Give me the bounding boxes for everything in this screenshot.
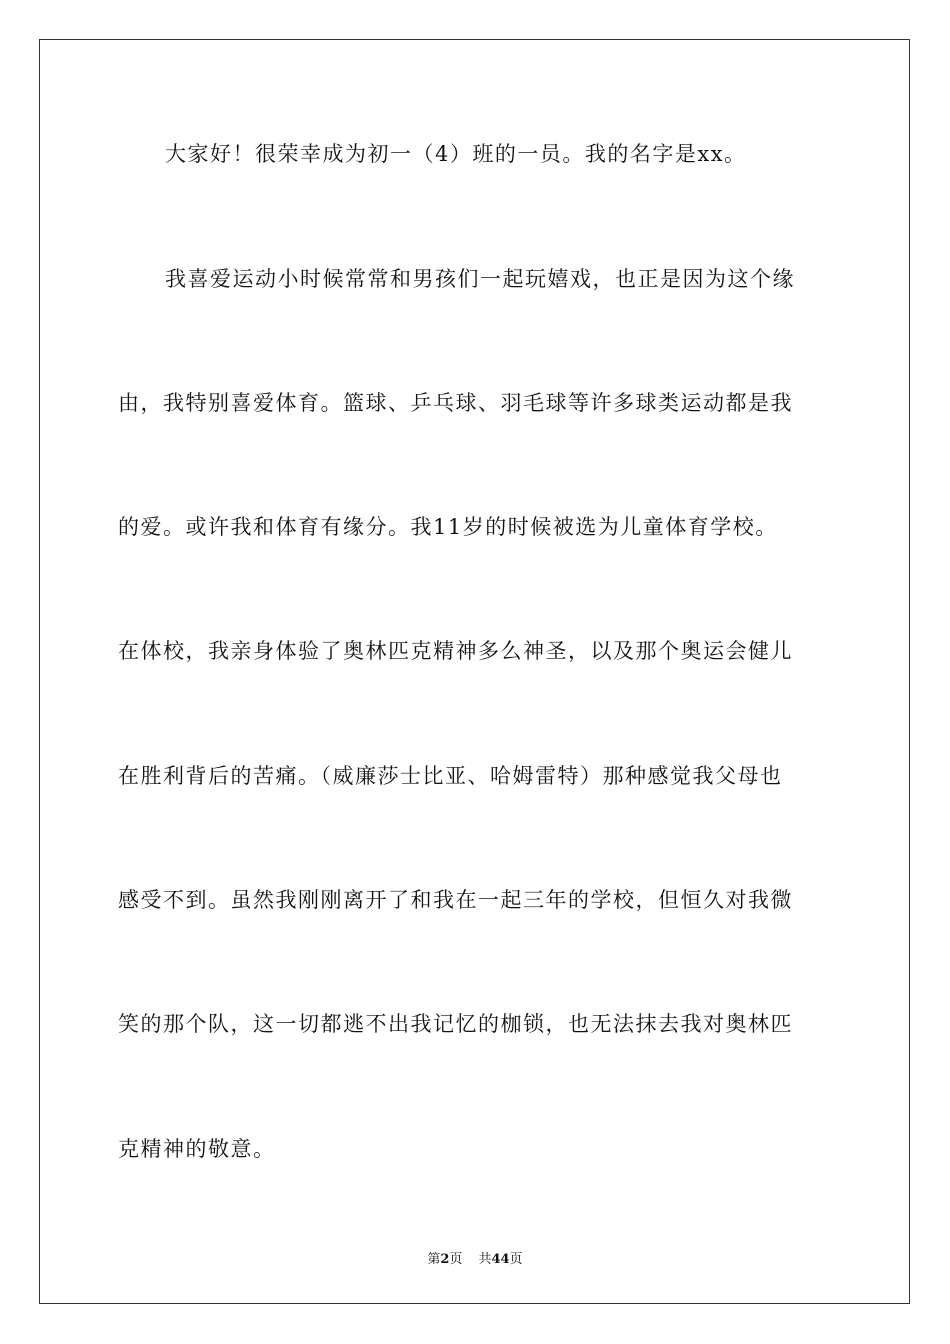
paragraph-line: 的爱。或许我和体育有缘分。我11岁的时候被选为儿童体育学校。 [118,515,778,539]
page-suffix: 页 [449,1252,463,1267]
page-number: 2 [440,1252,450,1267]
paragraph-line: 笑的那个队，这一切都逃不出我记忆的枷锁，也无法抹去我对奥林匹 [118,1012,793,1036]
paragraph-line: 克精神的敬意。 [118,1137,276,1161]
total-pages: 44 [491,1252,510,1267]
paragraph-line: 在体校，我亲身体验了奥林匹克精神多么神圣，以及那个奥运会健儿 [118,639,793,663]
total-prefix: 共 [478,1252,492,1267]
page-frame [39,39,910,1304]
total-suffix: 页 [509,1252,523,1267]
paragraph-line: 感受不到。虽然我刚刚离开了和我在一起三年的学校，但恒久对我微 [118,888,793,912]
paragraph-line: 大家好！很荣幸成为初一（4）班的一员。我的名字是xx。 [165,142,747,166]
paragraph-line: 由，我特别喜爱体育。篮球、乒乓球、羽毛球等许多球类运动都是我 [118,391,793,415]
page-prefix: 第 [427,1252,441,1267]
paragraph-line: 在胜利背后的苦痛。（威廉莎士比亚、哈姆雷特）那种感觉我父母也 [118,764,783,788]
page-footer [0,1248,950,1267]
paragraph-line: 我喜爱运动小时候常常和男孩们一起玩嬉戏，也正是因为这个缘 [165,267,795,291]
